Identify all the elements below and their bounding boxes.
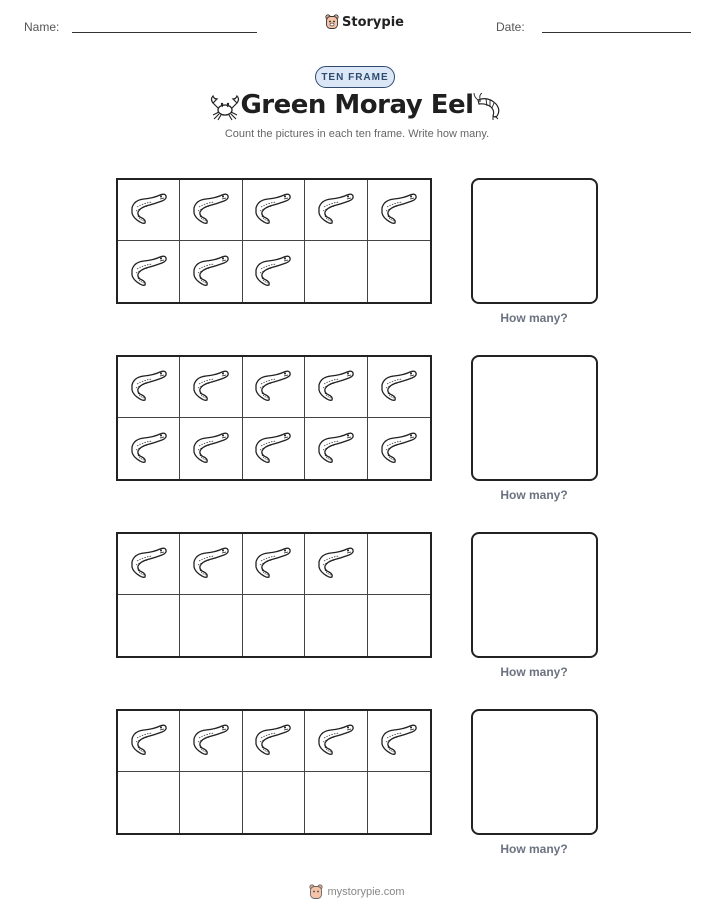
ten-frame-cell [305, 180, 367, 241]
shrimp-icon [472, 92, 506, 122]
ten-frame-cell [305, 534, 367, 595]
answer-box[interactable] [471, 532, 598, 658]
ten-frame-cell [368, 772, 430, 833]
how-many-label: How many? [500, 665, 568, 679]
ten-frame-cell [180, 772, 242, 833]
eel-icon [191, 367, 231, 407]
eel-icon [316, 367, 356, 407]
eel-icon [191, 429, 231, 469]
ten-frame [116, 178, 432, 304]
ten-frame-cell [368, 180, 430, 241]
ten-frame-cell [180, 418, 242, 479]
ten-frame-cell [368, 595, 430, 656]
ten-frame-cell [243, 534, 305, 595]
ten-frame-cell [118, 595, 180, 656]
date-field[interactable] [542, 32, 691, 33]
ten-frame-cell [118, 357, 180, 418]
ten-frame-cell [368, 357, 430, 418]
name-field[interactable] [72, 32, 257, 33]
eel-icon [379, 429, 419, 469]
ten-frame-cell [243, 418, 305, 479]
ten-frame-cell [243, 595, 305, 656]
eel-icon [379, 190, 419, 230]
eel-icon [253, 544, 293, 584]
eel-icon [316, 544, 356, 584]
ten-frame-cell [243, 772, 305, 833]
brand-name: Storypie [342, 14, 404, 30]
ten-frame-cell [180, 711, 242, 772]
ten-frame-cell [118, 418, 180, 479]
eel-icon [191, 190, 231, 230]
footer [250, 884, 464, 900]
date-label: Date: [496, 20, 525, 34]
name-label: Name: [24, 20, 60, 34]
page-title: Green Moray Eel [240, 90, 474, 120]
eel-icon [129, 721, 169, 761]
ten-frame [116, 355, 432, 481]
worksheet-type-badge: TEN FRAME [315, 66, 395, 88]
ten-frame-cell [180, 180, 242, 241]
ten-frame-cell [243, 711, 305, 772]
how-many-label: How many? [500, 488, 568, 502]
eel-icon [316, 721, 356, 761]
how-many-label: How many? [500, 842, 568, 856]
ten-frame [116, 709, 432, 835]
bear-logo-icon [309, 884, 323, 900]
instructions: Count the pictures in each ten frame. Write how many. [224, 128, 490, 140]
eel-icon [253, 429, 293, 469]
bear-logo-icon [325, 14, 339, 30]
eel-icon [379, 367, 419, 407]
ten-frame-cell [118, 180, 180, 241]
eel-icon [316, 190, 356, 230]
ten-frame-cell [118, 772, 180, 833]
ten-frame-cell [243, 180, 305, 241]
ten-frame-cell [305, 418, 367, 479]
eel-icon [191, 544, 231, 584]
eel-icon [129, 367, 169, 407]
ten-frame-cell [305, 357, 367, 418]
footer-url: mystorypie.com [327, 886, 405, 898]
ten-frame-cell [118, 534, 180, 595]
eel-icon [253, 721, 293, 761]
ten-frame-cell [180, 241, 242, 302]
ten-frame-cell [305, 711, 367, 772]
brand-logo [325, 14, 404, 30]
eel-icon [129, 252, 169, 292]
eel-icon [253, 367, 293, 407]
answer-box[interactable] [471, 178, 598, 304]
ten-frame-cell [180, 534, 242, 595]
eel-icon [253, 252, 293, 292]
ten-frame-cell [118, 711, 180, 772]
ten-frame-cell [368, 534, 430, 595]
ten-frame-cell [180, 357, 242, 418]
answer-box[interactable] [471, 709, 598, 835]
ten-frame-cell [118, 241, 180, 302]
eel-icon [129, 190, 169, 230]
ten-frame-cell [180, 595, 242, 656]
ten-frame-cell [368, 418, 430, 479]
ten-frame-cell [305, 772, 367, 833]
eel-icon [253, 190, 293, 230]
eel-icon [191, 721, 231, 761]
ten-frame [116, 532, 432, 658]
eel-icon [379, 721, 419, 761]
ten-frame-cell [368, 241, 430, 302]
eel-icon [129, 429, 169, 469]
how-many-label: How many? [500, 311, 568, 325]
eel-icon [129, 544, 169, 584]
answer-box[interactable] [471, 355, 598, 481]
ten-frame-cell [305, 595, 367, 656]
eel-icon [191, 252, 231, 292]
eel-icon [316, 429, 356, 469]
ten-frame-cell [243, 357, 305, 418]
ten-frame-cell [368, 711, 430, 772]
ten-frame-cell [305, 241, 367, 302]
ten-frame-cell [243, 241, 305, 302]
